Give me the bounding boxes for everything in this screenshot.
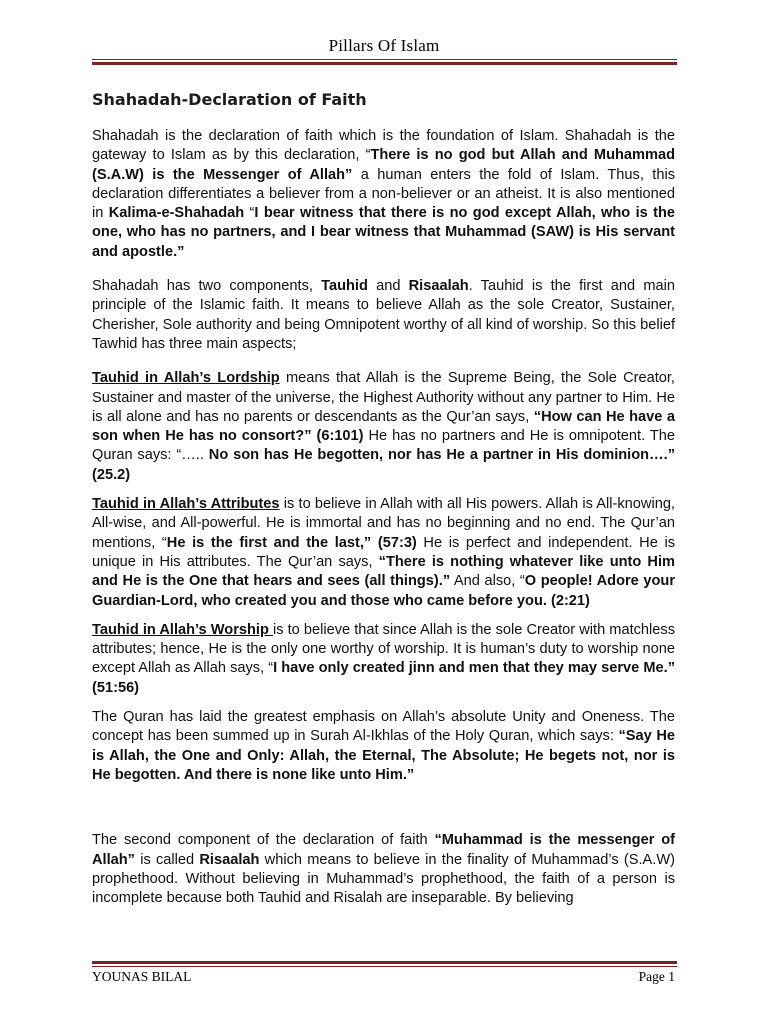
text: is to believe that since Allah is the sole Creator with matchless attributes; hence, He is the only one worthy of worship. It is human’s duty to worship none except Allah as Allah says, “ [92, 621, 675, 677]
footer-page-number: Page 1 [638, 969, 675, 984]
footer-author: YOUNAS BILAL [92, 969, 192, 984]
text: . Tauhid is the first and main principle of the Islamic faith. It means to believe Allah as the sole Creator, Sustainer, Cherisher, Sole authority and being Omnipotent worthy of all kind of worship. So this belief Tawhid has three main aspects; [92, 278, 675, 352]
header-rule-thick [92, 62, 677, 65]
text: and [367, 278, 409, 295]
bold-text: Risaalah [199, 851, 260, 868]
text: “ [244, 205, 255, 222]
text: The Quran has laid the greatest emphasis on Allah’s absolute Unity and Oneness. The concept has been summed up in Surah Al-Ikhlas of the Holy Quran, which says: [92, 709, 675, 745]
bold-text: O people! Adore your Guardian-Lord, who created you and those who came before you. (2:21) [92, 573, 676, 609]
text: Shahadah has two components, [92, 278, 322, 295]
paragraph-shahadah-intro [92, 127, 675, 262]
header-rule-thin [92, 59, 677, 60]
text: is to believe in Allah with all His powers. Allah is All-knowing, All-wise, and All-powerful. He is immortal and has no beginning and no end. The Qur’an mentions, “ [92, 496, 675, 551]
text: The second component of the declaration of faith [92, 832, 435, 849]
paragraph-lordship [92, 369, 675, 485]
bold-text: There is no god but Allah and Muhammad (S.A.W) is the Messenger of Allah” [92, 147, 675, 183]
text: a human enters the fold of Islam. Thus, this declaration differentiates a believer from a non-believer or an atheist. It is also mentioned in [92, 166, 675, 222]
footer-rule-thick [92, 961, 677, 964]
bold-text: “There is nothing whatever like unto Him and He is the One that hears and sees (all things).” [92, 553, 676, 590]
paragraph-worship [92, 621, 675, 698]
paragraph-components [92, 277, 675, 354]
text: He is perfect and independent. He is unique in His attributes. The Qur’an says, [92, 534, 676, 570]
text: Shahadah is the declaration of faith which is the foundation of Islam. Shahadah is the gateway to Islam as by this declaration, “ [92, 128, 675, 164]
bold-text: “How can He have a son when He has no consort?” (6:101) [92, 408, 675, 445]
text: He has no partners and He is omnipotent. The Quran says: “….. [92, 428, 675, 464]
footer-rule-thin [92, 966, 677, 967]
bold-text: Risaalah [408, 278, 469, 295]
bold-text: I have only created jinn and men that they may serve Me.” (51:56) [92, 660, 675, 696]
bold-text: No son has He begotten, nor has He a partner in His dominion….” (25.2) [92, 447, 675, 483]
document-body [92, 127, 675, 923]
paragraph-attributes [92, 495, 675, 611]
paragraph-ikhlas [92, 708, 675, 785]
underlined-term: Tauhid in Allah’s Attributes [92, 496, 280, 513]
underlined-term: Tauhid in Allah’s Worship [92, 621, 273, 638]
header-title: Pillars Of Islam [328, 36, 440, 55]
bold-text: Kalima-e-Shahadah [108, 205, 245, 222]
bold-text: Tauhid [321, 278, 368, 295]
text: means that Allah is the Supreme Being, the Sole Creator, Sustainer and master of the universe, the Highest Authority without any partner to Him. He is all alone and has no parents or descendants as the Qur’an says, [92, 370, 675, 425]
bold-text: “Say He is Allah, the One and Only: Allah, the Eternal, The Absolute; He begets not, nor is He begotten. And there is none like unto Him.” [92, 728, 675, 783]
bold-text: He is the first and the last,” (57:3) [166, 534, 417, 551]
paragraph-risaalah [92, 831, 675, 908]
bold-text: I bear witness that there is no god except Allah, who is the one, who has no partners, and I bear witness that Muhammad (SAW) is His servant and apostle.” [92, 205, 676, 260]
section-heading: Shahadah-Declaration of Faith [92, 90, 367, 109]
text: which means to believe in the finality of Muhammad’s (S.A.W) prophethood. Without believing in Muhammad’s prophethood, the faith of a person is incomplete because both Tauhid and Risalah are inseparable. By believing [92, 851, 675, 907]
text: And also, “ [450, 573, 525, 590]
underlined-term: Tauhid in Allah’s Lordship [92, 370, 280, 387]
text: is called [134, 851, 200, 868]
bold-text: “Muhammad is the messenger of Allah” [92, 832, 675, 868]
